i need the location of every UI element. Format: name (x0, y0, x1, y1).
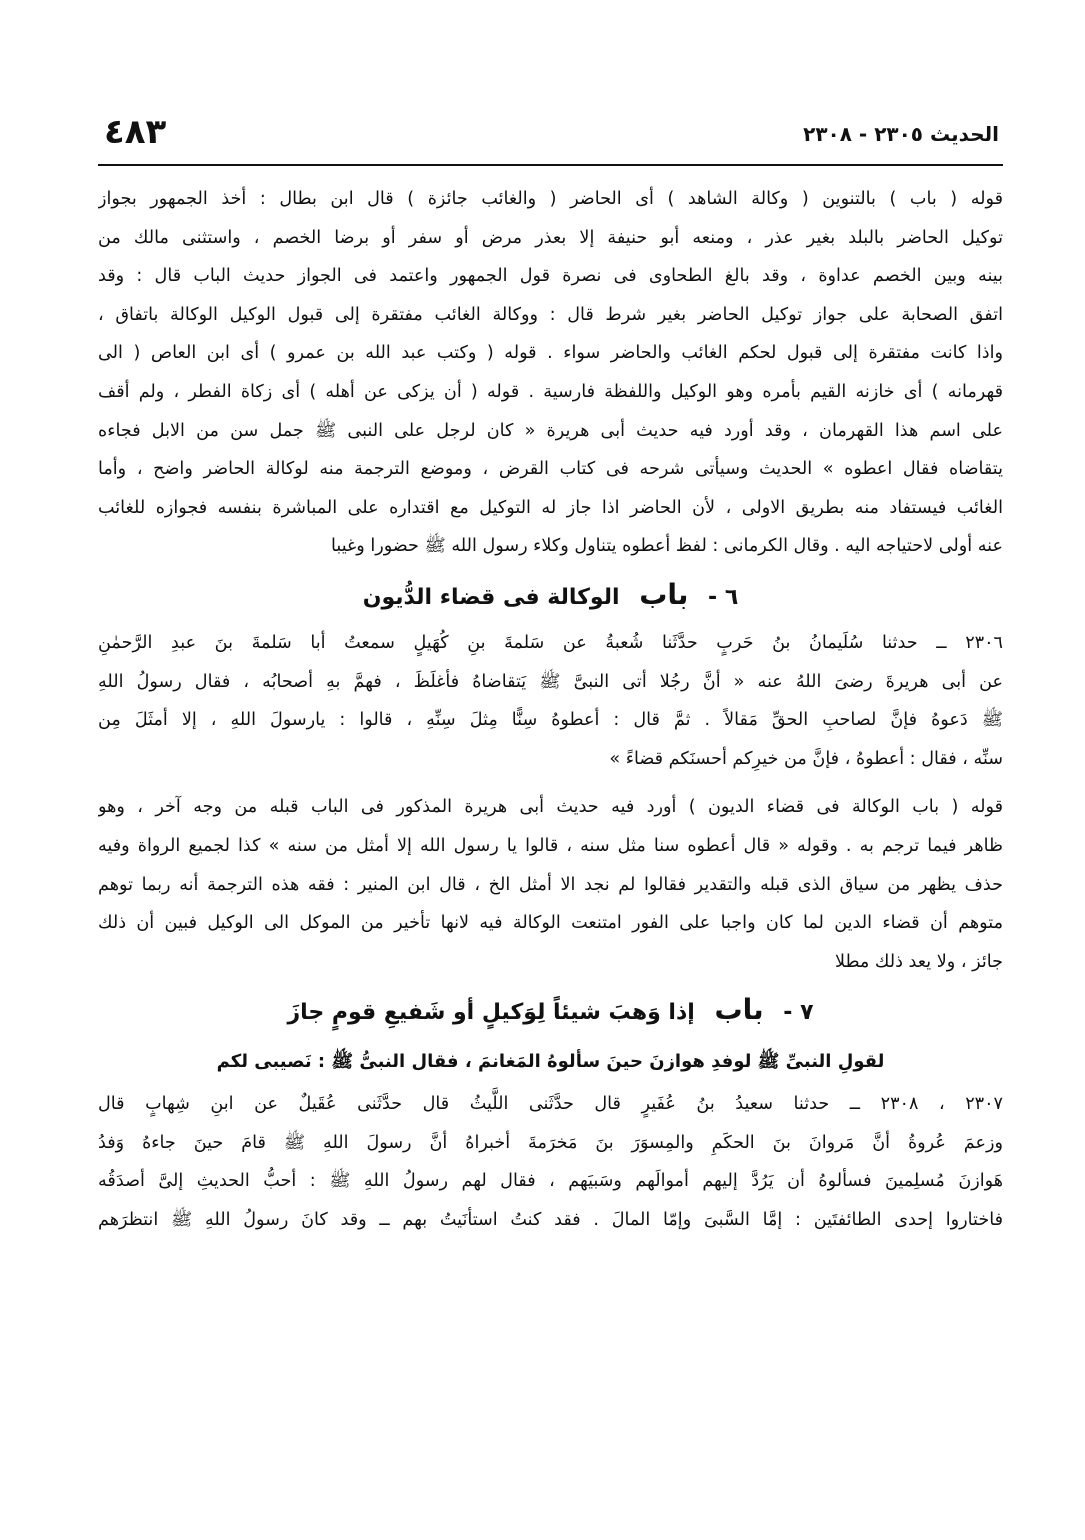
chapter-title: إذا وَهبَ شيئاً لِوَكيلٍ أو شَفيعِ قومٍ جازَ (287, 1000, 695, 1026)
hadith-range: الحديث ٢٣٠٥ - ٢٣٠٨ (803, 122, 999, 146)
text-line: ٢٣٠٦ ــ حدثنا سُلَيمانُ بنُ حَربٍ حدَّثَنا شُعبةُ عن سَلمةَ بنِ كُهَيلٍ سمعتُ أبا سَلمةَ بنَ عبدِ الرَّحمٰنِ (98, 632, 1003, 653)
running-head (98, 112, 1003, 166)
text-line: قوله ( باب ) بالتنوين ( وكالة الشاهد ) أى الحاضر ( والغائب جائزة ) قال ابن بطال : أخذ الجمهور بجواز (98, 189, 1003, 209)
text-line: واذا كانت مفتقرة إلى قبول لحكم الغائب والحاضر سواء . قوله ( وكتب عبد الله بن عمرو ) أى ابن العاص ( الى (98, 343, 1003, 364)
text-line: سنِّه ، فقال : أعطوهُ ، فإنَّ من خيرِكم أحسنَكم قضاءً » (609, 748, 1003, 769)
text-line: ٢٣٠٧ ، ٢٣٠٨ ــ حدثنا سعيدُ بنُ عُفَيرٍ قال حدَّثَنى اللَّيثُ قال حدَّثَنى عُقَيلٌ عن ابنِ شِهابٍ قال (98, 1094, 1003, 1115)
text-line: هَوازنَ مُسلِمينَ فسألوهُ أن يَرُدَّ إليهم أموالَهم وسَبيَهم ، فقال لهم رسولُ اللهِ ﷺ : أحبُّ الحديثِ إلىَّ أصدَقُه (98, 1171, 1003, 1192)
chapter-heading (98, 566, 1003, 624)
chapter-bab: باب (714, 993, 764, 1027)
text-line: بينه وبين الخصم عداوة ، وقد بالغ الطحاوى فى نصرة قول الجمهور واعتمد فى الجواز حديث الباب قال : وقد (98, 266, 1003, 287)
text-line: ﷺ دَعوهُ فإنَّ لصاحبِ الحقِّ مَقالاً . ثمَّ قال : أعطوهُ سِنًّا مِثلَ سِنِّهِ ، قالوا : يارسولَ اللهِ ، إلا أمثَلَ مِن (98, 710, 1003, 731)
chapter-bab: باب (639, 577, 689, 611)
text-line: يتقاضاه فقال اعطوه » الحديث وسيأتى شرحه فى كتاب القرض ، وموضع الترجمة منه لوكالة الحاضر واضح ، وأما (98, 459, 1003, 480)
page-number: ٤٨٣ (104, 112, 167, 152)
chapter-number: ٧ - (783, 1000, 814, 1026)
text-line: حذف يظهر من سياق الذى قبله والتقدير فقالوا لم نجد الا أمثل الخ ، قال ابن المنير : فقه هذه الترجمة أنه ربما توهم (98, 874, 1003, 895)
text-line: متوهم أن قضاء الدين لما كان واجبا على الفور امتنعت الوكالة فيه لانها تأخير من الموكل الى الوكيل فبين أن ذلك (98, 913, 1003, 934)
chapter-title: الوكالة فى قضاء الدُّيون (362, 584, 620, 610)
text-line: قهرمانه ) أى خازنه القيم بأمره وهو الوكيل واللفظة فارسية . قوله ( أن يزكى عن أهله ) أى زكاة الفطر ، ولم أقف (98, 381, 1003, 402)
text-line: الغائب فيستفاد منه بطريق الاولى ، لأن الحاضر اذا جاز له التوكيل مع اقتداره على المباشرة بنفسه فجوازه للغائب (98, 497, 1003, 518)
hadith-block (98, 1085, 1003, 1239)
text-line: عنه أولى لاحتياجه اليه . وقال الكرمانى : لفظ أعطوه يتناول وكلاء رسول الله ﷺ حضورا وغيبا (331, 536, 1003, 557)
text-line: ظاهر فيما ترجم به . وقوله « قال أعطوه سنا مثل سنه ، قالوا يا رسول الله إلا أمثل من سنه » كذا لجميع الرواة وفيه (98, 835, 1003, 856)
text-line: وزعمَ عُروةُ أنَّ مَروانَ بنَ الحكَمِ والمِسوَرَ بنَ مَخرَمةَ أخبراهُ أنَّ رسولَ اللهِ ﷺ قامَ حينَ جاءهُ وَفدُ (98, 1132, 1003, 1153)
chapter-heading (98, 981, 1003, 1039)
commentary-block (98, 788, 1003, 981)
commentary-block (98, 180, 1003, 566)
text-line: قوله ( باب الوكالة فى قضاء الديون ) أورد فيه حديث أبى هريرة المذكور فى الباب قبله من وجه آخر ، وهو (98, 797, 1003, 818)
text-line: فاختاروا إحدى الطائفتَين : إمَّا السَّبىَ وإمّا المالَ . فقد كنتُ استأنَيتُ بهم ــ وقد كانَ رسولُ اللهِ ﷺ انتظرَهم (98, 1210, 1003, 1231)
chapter-subtitle: لقولِ النبىِّ ﷺ لوفدِ هوازنَ حينَ سألوهُ المَغانمَ ، فقال النبىُّ ﷺ : نَصيبى لكم (216, 1051, 885, 1073)
text-line: جائز ، ولا يعد ذلك مطلا (834, 951, 1003, 972)
text-line: اتفق الصحابة على جواز توكيل الحاضر بغير شرط قال : ووكالة الغائب مفتقرة إلى قبول الوكيل الوكالة باتفاق ، (98, 304, 1003, 325)
text-line: على اسم هذا القهرمان ، وقد أورد فيه حديث أبى هريرة « كان لرجل على النبى ﷺ جمل سن من الابل فجاءه (98, 420, 1003, 441)
text-line: عن أبى هريرةَ رضىَ اللهُ عنه « أنَّ رجُلا أتى النبىَّ ﷺ يَتقاضاهُ فأغلَظَ ، فهمَّ بهِ أصحابُه ، فقال رسولُ اللهِ (98, 671, 1003, 692)
chapter-number: ٦ - (708, 584, 739, 610)
page-body (98, 180, 1003, 1240)
text-line: توكيل الحاضر بالبلد بغير عذر ، ومنعه أبو حنيفة إلا بعذر مرض أو سفر أو برضا الخصم ، واستثنى مالك من (98, 227, 1003, 248)
hadith-block (98, 624, 1003, 778)
